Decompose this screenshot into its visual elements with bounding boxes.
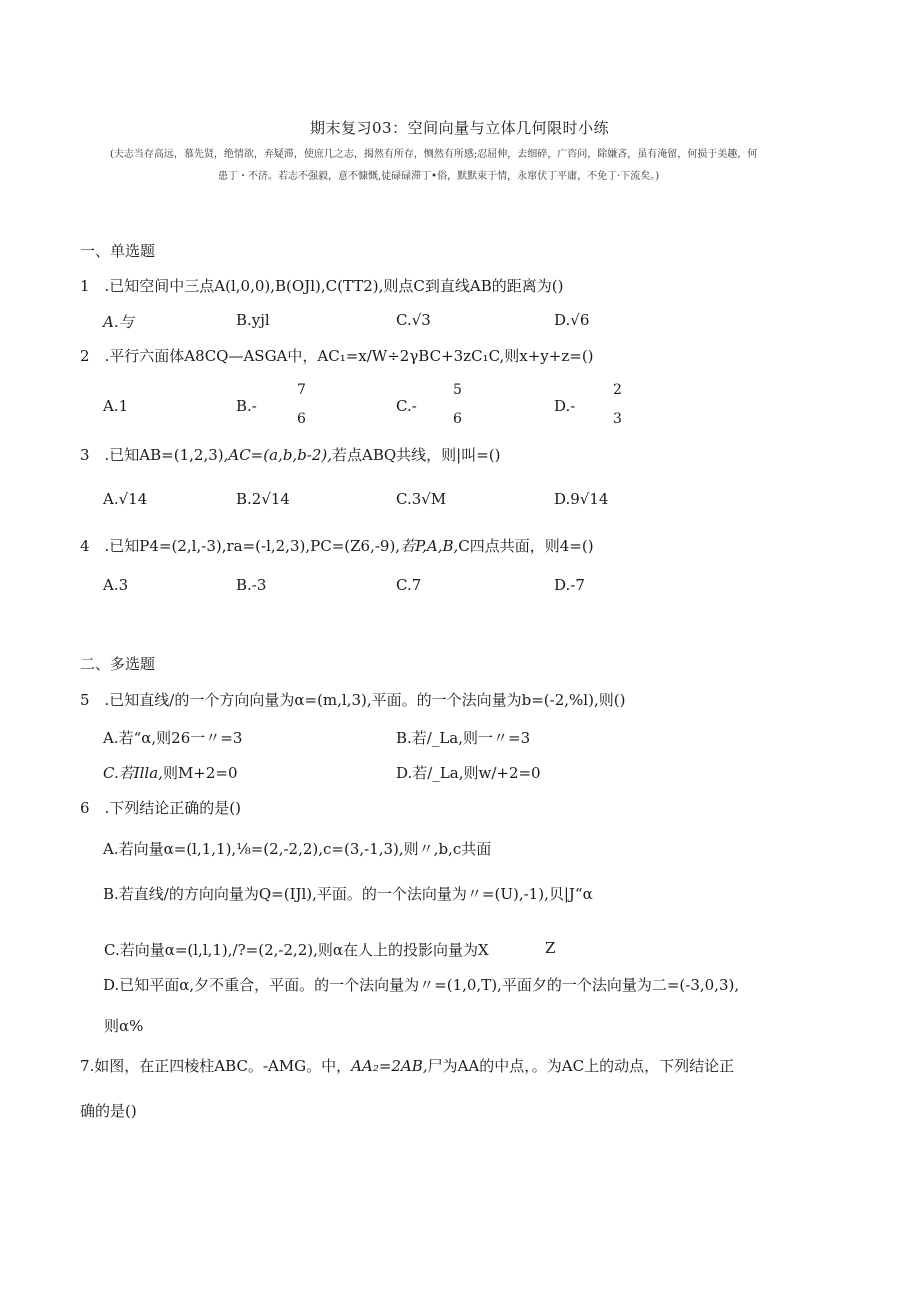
question-4-option-d: D.-7 xyxy=(554,576,585,594)
question-6-option-a: A.若向量α=(l,1,1),⅛=(2,-2,2),c=(3,-1,3),则〃,b,c共面 xyxy=(103,840,492,858)
question-6-option-d: D.已知平面α,夕不重合，平面。的一个法向量为〃=(1,0,T),平面夕的一个法向量为二=(-3,0,3), xyxy=(103,976,740,994)
question-2-option-c-numerator: 5 xyxy=(453,382,462,398)
question-5-option-b: B.若/_La,则一〃=3 xyxy=(396,729,531,747)
question-5-option-c-part-2: 则M+2=0 xyxy=(162,764,238,782)
question-3-stem-part-1: 3 .已知AB=(1,2,3) xyxy=(80,446,224,464)
question-6-option-d-continuation: 则α% xyxy=(104,1017,144,1035)
question-6-stem: 6 .下列结论正确的是() xyxy=(80,799,242,817)
motto-line-2: 患丁・不济。若志不强毅，意不慷慨,徒碌碌滞丁•俗，默默束于情，永窜伏丁平庸，不免丁·下流矣。) xyxy=(218,171,660,182)
question-2-option-d-denominator: 3 xyxy=(613,411,622,427)
question-4-option-b: B.-3 xyxy=(236,576,267,594)
question-2-option-b-denominator: 6 xyxy=(297,411,306,427)
question-4-option-a: A.3 xyxy=(103,576,129,594)
section-1-title: 一、单选题 xyxy=(80,242,156,260)
question-3-stem-part-3: 若点ABQ共线，则|叫=() xyxy=(332,446,501,464)
question-2-option-b-numerator: 7 xyxy=(297,382,306,398)
question-2-option-d-numerator: 2 xyxy=(613,382,622,398)
question-3-option-a: A.√14 xyxy=(103,490,148,508)
question-2-stem: 2 .平行六面体A8CQ—ASGA中，AC₁=x/W÷2γBC+3zC₁C,则x+y+z=() xyxy=(80,347,594,365)
question-1-option-c: C.√3 xyxy=(396,311,431,329)
question-2-option-d: D.- xyxy=(554,397,576,415)
question-7-stem-part-1: 7.如图，在正四棱柱ABC。-AMG。中， xyxy=(80,1057,352,1075)
question-3-option-c: C.3√M xyxy=(396,490,447,508)
question-5-option-c xyxy=(103,762,238,783)
question-1-option-d: D.√6 xyxy=(554,311,590,329)
question-6-option-b: B.若直线/的方向向量为Q=(IJl),平面。的一个法向量为〃=(U),-1),贝|J“α xyxy=(103,885,593,903)
question-2-option-a: A.1 xyxy=(103,397,129,415)
question-3-option-d: D.9√14 xyxy=(554,490,609,508)
question-7-stem xyxy=(80,1055,734,1076)
question-5-option-d: D.若/_La,则w/+2=0 xyxy=(396,764,541,782)
question-3-stem-part-2: ,AC=(a,b,b-2), xyxy=(223,446,333,464)
question-6-option-c: C.若向量α=(l,l,1),/?=(2,-2,2),则α在人上的投影向量为X xyxy=(104,941,489,959)
question-2-option-b: B.- xyxy=(236,397,257,415)
question-4-stem xyxy=(80,535,594,556)
question-2-option-c: C.- xyxy=(396,397,417,415)
question-1-option-b: B.yjl xyxy=(236,311,270,329)
question-5-option-a: A.若“α,则26一〃=3 xyxy=(103,729,243,747)
question-1-stem: 1 .已知空间中三点A(l,0,0),B(OJl),C(TT2),则点C到直线AB的距离为() xyxy=(80,277,564,295)
question-4-stem-part-1: 4 .已知P4=(2,l,-3),ra=(-l,2,3),PC=(Z6,-9), xyxy=(80,537,401,555)
question-5-option-c-part-1: C.若Illa, xyxy=(103,764,163,782)
motto-line-1: (夫志当存高远，慕先贤，绝情欲，弃疑滞，使庶几之志，揭然有所存，恻然有所感;忍屈伸，去细碎，广咨问，除嫌吝，虽有淹留，何损于美趣，何 xyxy=(110,149,758,160)
question-6-option-c-z: Z xyxy=(545,939,556,957)
page-title: 期末复习03：空间向量与立体几何限时小练 xyxy=(310,119,610,137)
question-4-stem-part-2: 若P,A,B, xyxy=(400,537,459,555)
question-7-stem-part-2: AA₂=2AB, xyxy=(351,1057,428,1075)
question-1-option-a: A.与 xyxy=(103,313,134,331)
question-3-option-b: B.2√14 xyxy=(236,490,290,508)
question-4-stem-part-3: C四点共面，则4=() xyxy=(458,537,594,555)
question-3-stem xyxy=(80,444,501,465)
question-5-stem: 5 .已知直线/的一个方向向量为α=(m,l,3),平面。的一个法向量为b=(-2,%l),则() xyxy=(80,691,626,709)
question-2-option-c-denominator: 6 xyxy=(453,411,462,427)
section-2-title: 二、多选题 xyxy=(80,655,156,673)
question-7-stem-line-2: 确的是() xyxy=(80,1102,137,1120)
question-4-option-c: C.7 xyxy=(396,576,422,594)
question-7-stem-part-3: 尸为AA的中点，。为AC上的动点，下列结论正 xyxy=(427,1057,735,1075)
